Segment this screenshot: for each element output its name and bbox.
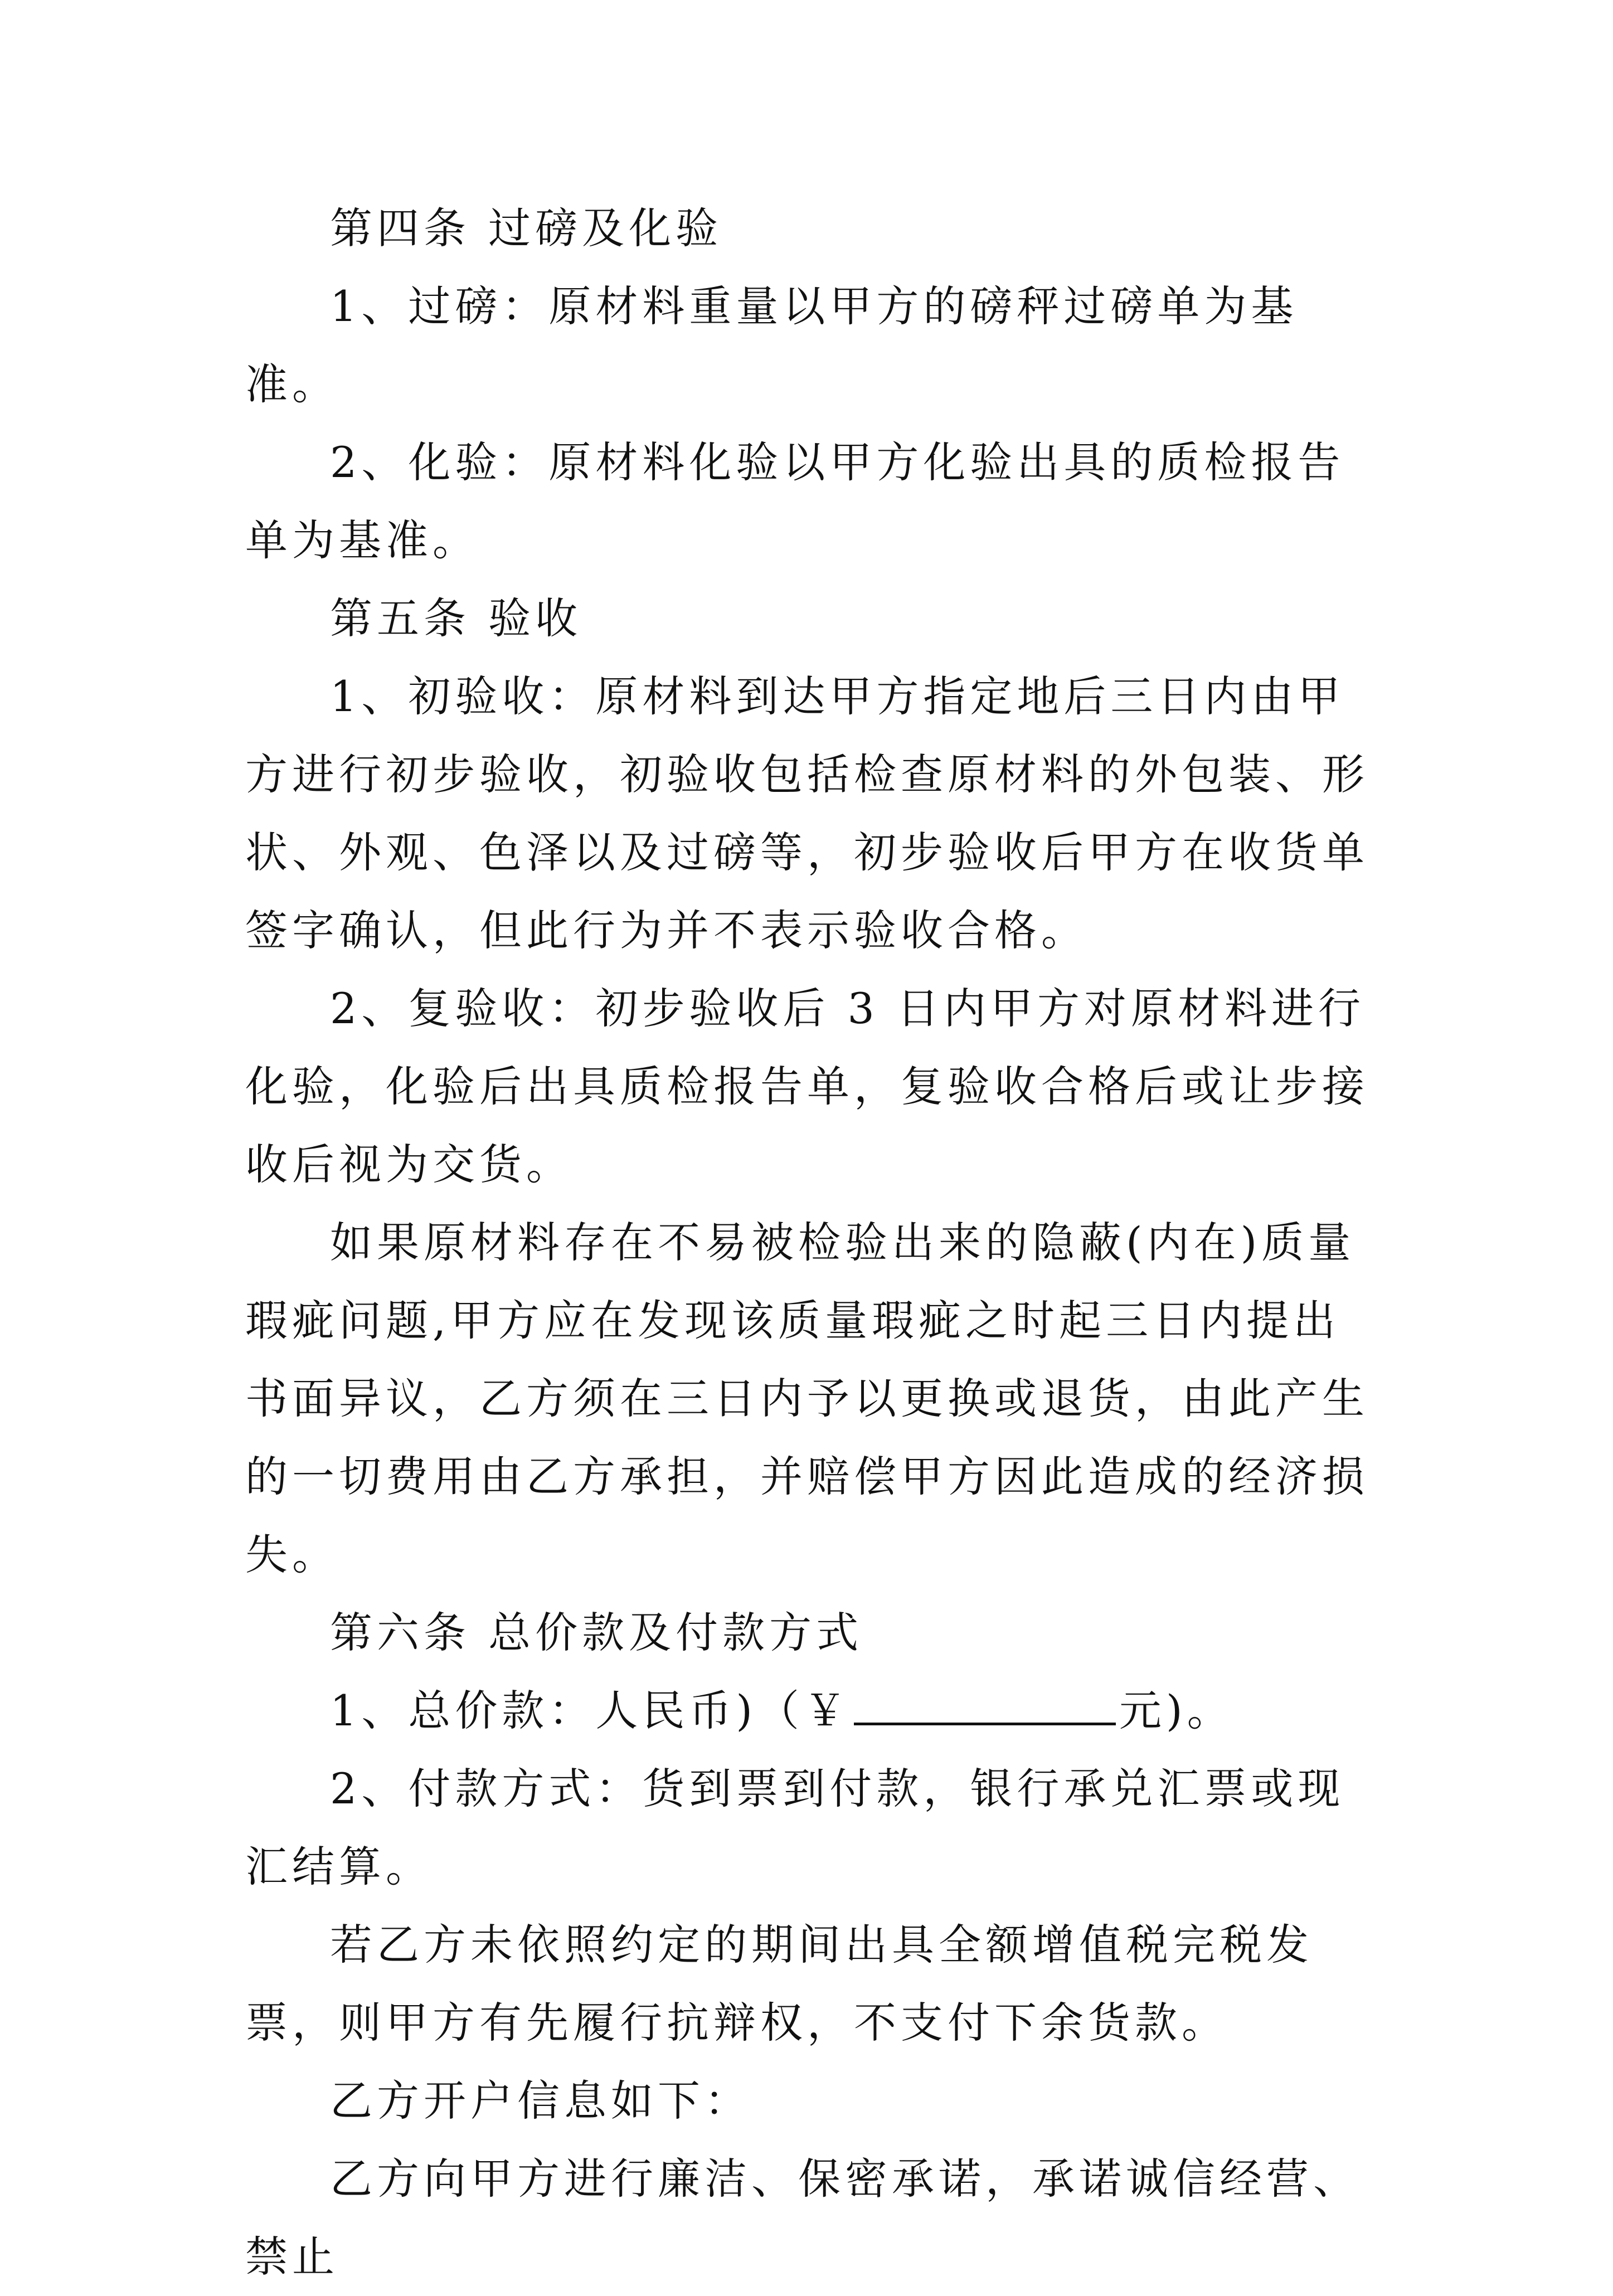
bank-info-heading: 乙方开户信息如下： <box>330 2076 751 2125</box>
weighing-clause: 1、过磅：原材料重量以甲方的磅秤过磅单为基准。 <box>245 281 1298 409</box>
article-4-heading: 第四条 过磅及化验 <box>330 203 723 253</box>
re-acceptance-clause: 2、复验收：初步验收后 3 日内甲方对原材料进行化验，化验后出具质检报告单，复验收合格后或让步接收后视为交货。 <box>245 984 1369 1189</box>
document-body <box>245 189 1371 2296</box>
amount-blank <box>854 1691 1116 1725</box>
invoice-clause: 若乙方未依照约定的期间出具全额增值税完税发票，则甲方有先履行抗辩权，不支付下余货款。 <box>245 1920 1313 2047</box>
testing-clause: 2、化验：原材料化验以甲方化验出具的质检报告单为基准。 <box>245 437 1345 565</box>
hidden-defect-clause: 如果原材料存在不易被检验出来的隐蔽(内在)质量瑕疵问题,甲方应在发现该质量瑕疵之时起三日内提出书面异议，乙方须在三日内予以更换或退货，由此产生的一切费用由乙方承担，并赔偿甲方因此造成的经济损失。 <box>245 1218 1369 1579</box>
total-price-prefix: 1、总价款：人民币)（￥ <box>330 1686 851 1735</box>
total-price-suffix: 元)。 <box>1119 1686 1234 1735</box>
total-price-clause <box>245 1672 1371 1750</box>
integrity-commitment-clause: 乙方向甲方进行廉洁、保密承诺，承诺诚信经营、禁止 <box>245 2154 1360 2282</box>
article-6-heading: 第六条 总价款及付款方式 <box>330 1608 863 1657</box>
article-5-heading: 第五条 验收 <box>330 594 582 643</box>
payment-method-clause: 2、付款方式：货到票到付款，银行承兑汇票或现汇结算。 <box>245 1764 1345 1891</box>
initial-acceptance-clause: 1、初验收：原材料到达甲方指定地后三日内由甲方进行初步验收，初验收包括检查原材料的外包装、形状、外观、色泽以及过磅等，初步验收后甲方在收货单签字确认，但此行为并不表示验收合格。 <box>245 672 1369 955</box>
